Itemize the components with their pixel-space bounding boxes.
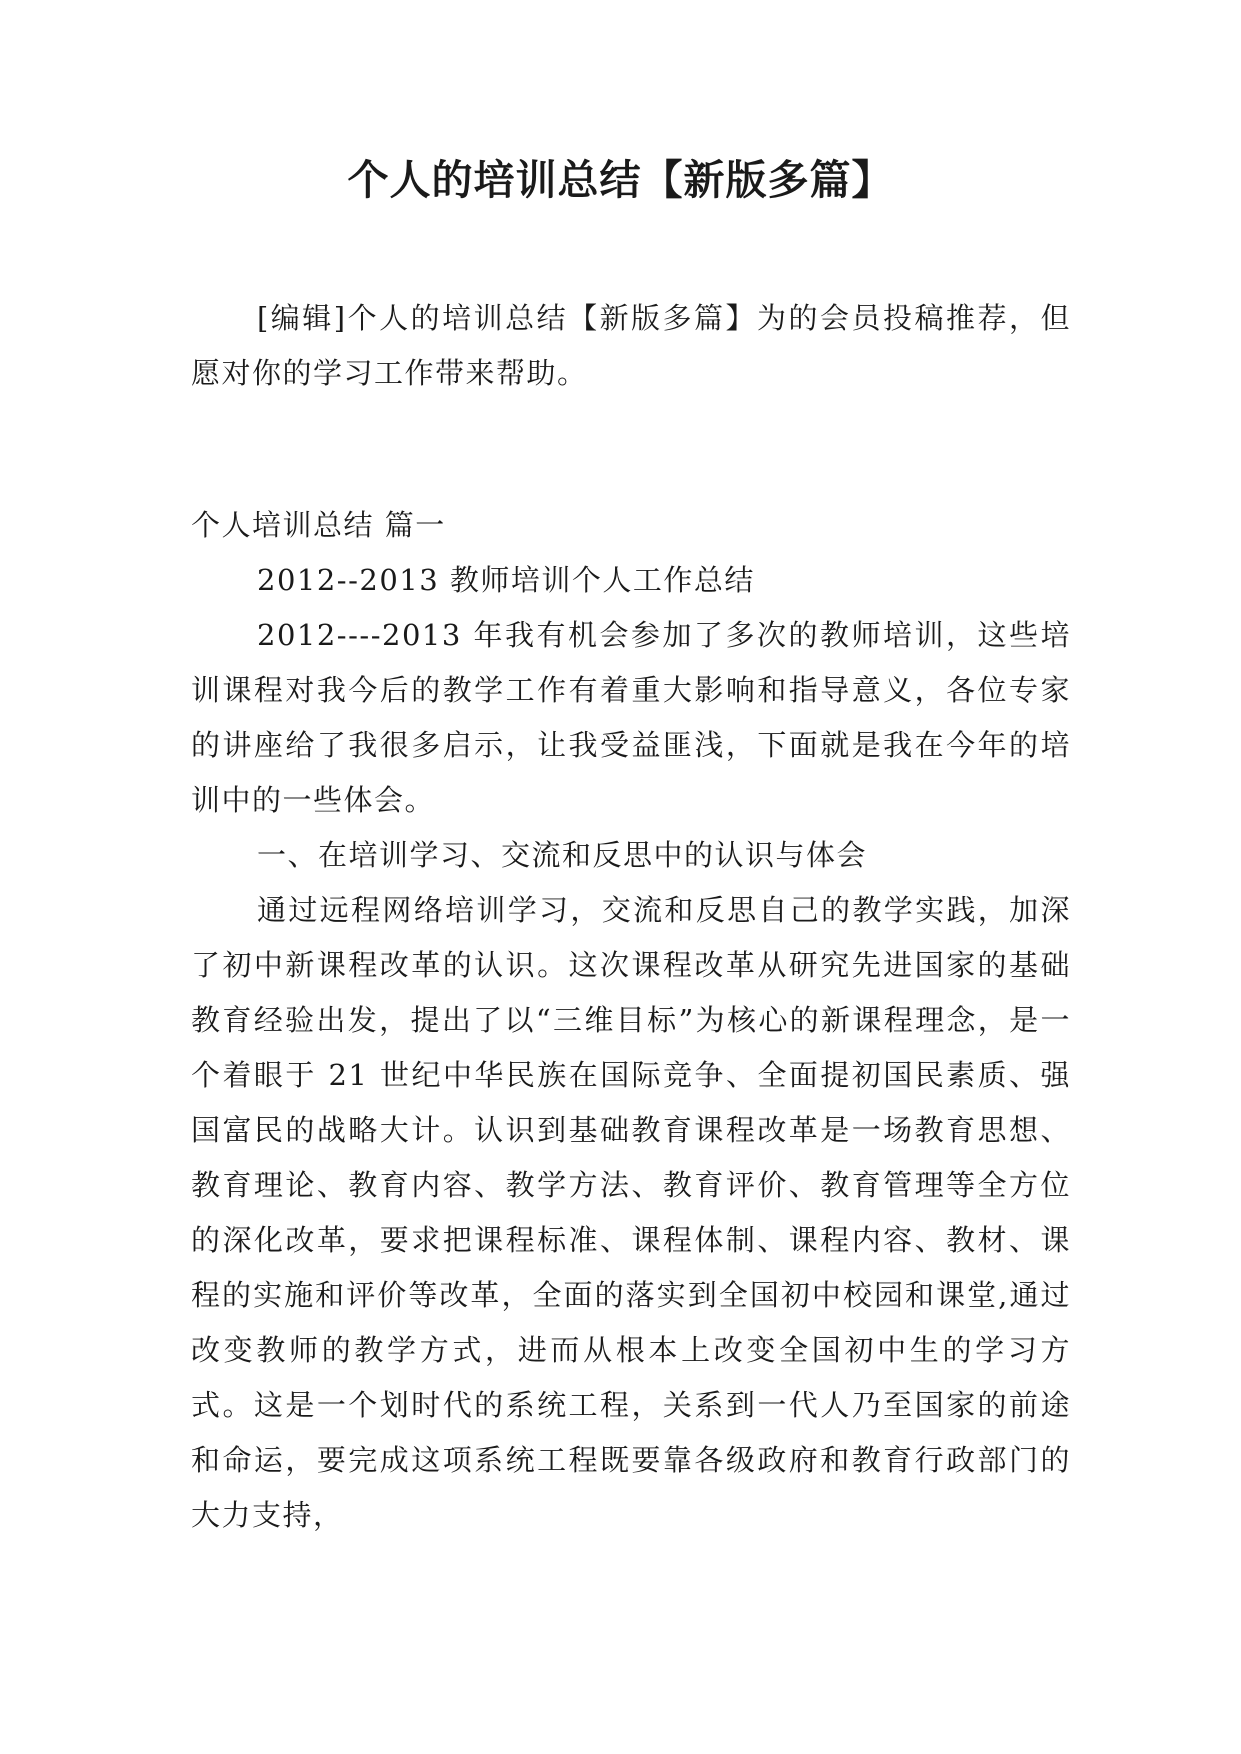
section-gap — [191, 401, 1071, 498]
paragraph-1: 2012----2013 年我有机会参加了多次的教师培训，这些培训课程对我今后的教学工作有着重大影响和指导意义，各位专家的讲座给了我很多启示，让我受益匪浅，下面就是我在今年的培训中的一些体会。 — [191, 618, 1071, 817]
paragraph-2: 通过远程网络培训学习，交流和反思自己的教学实践，加深了初中新课程改革的认识。这次课程改革从研究先进国家的基础教育经验出发，提出了以“三维目标”为核心的新课程理念，是一个着眼于 21 世纪中华民族在国际竞争、全面提初国民素质、强国富民的战略大计。认识到基础教育课程改革是一场教育思想、教育理论、教育内容、教学方法、教育评价、教育管理等全方位的深化改革，要求把课程标准、课程体制、课程内容、教材、课程的实施和评价等改革，全面的落实到全国初中校园和课堂,通过改变教师的教学方式，进而从根本上改变全国初中生的学习方式。这是一个划时代的系统工程，关系到一代人乃至国家的前途和命运，要完成这项系统工程既要靠各级政府和教育行政部门的大力支持， — [191, 893, 1071, 1532]
intro-paragraph: [编辑]个人的培训总结【新版多篇】为的会员投稿推荐，但愿对你的学习工作带来帮助。 — [191, 301, 1071, 390]
subheading-1: 一、在培训学习、交流和反思中的认识与体会 — [257, 838, 868, 872]
document-body — [191, 291, 1071, 1543]
section-heading: 个人培训总结 篇一 — [191, 508, 446, 542]
document-title: 个人的培训总结【新版多篇】 — [347, 156, 894, 204]
article-title: 2012--2013 教师培训个人工作总结 — [257, 563, 755, 597]
